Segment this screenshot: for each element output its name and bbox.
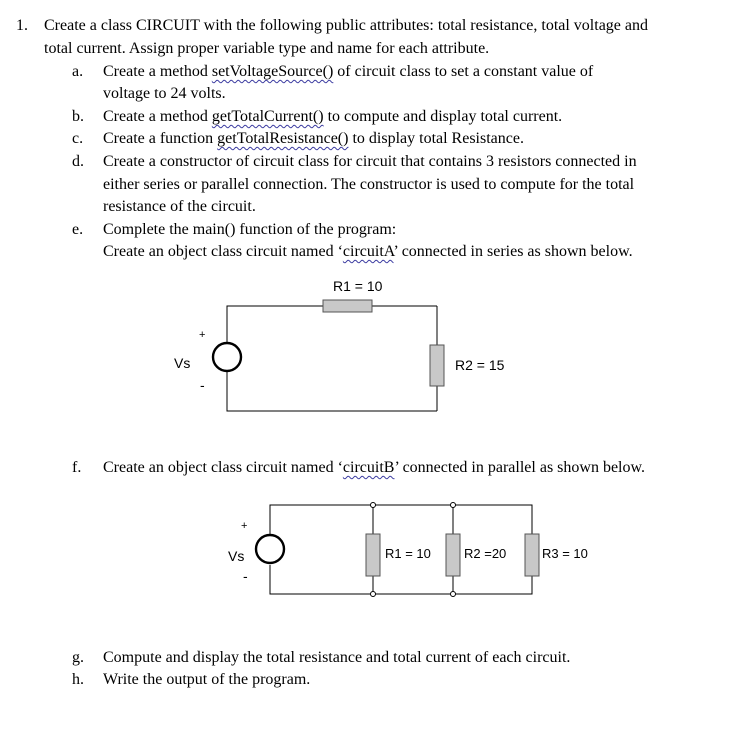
object-name-circuit-a: circuitA (342, 243, 394, 260)
circuit-b-wire-bottom (270, 565, 532, 594)
circuit-a-voltage-source (213, 343, 241, 371)
method-get-total-current: getTotalCurrent() (211, 108, 324, 125)
item-d-line2: either series or parallel connection. The constructor is used to compute for the total (103, 176, 635, 193)
circuit-b-node-top-1 (371, 503, 376, 508)
circuit-b-node-bottom-2 (451, 592, 456, 597)
item-d-marker: d. (72, 153, 84, 170)
circuit-b-node-top-2 (451, 503, 456, 508)
circuit-b-resistor-r2 (446, 534, 460, 576)
item-h-text: Write the output of the program. (103, 671, 311, 688)
item-c-marker: c. (72, 130, 84, 147)
method-get-total-resistance: getTotalResistance() (217, 130, 349, 147)
circuit-b-wire-top (270, 505, 532, 534)
item-e-marker: e. (72, 221, 84, 238)
item-f-text: Create an object class circuit named ‘circuitB’ connected in parallel as shown below. (103, 459, 646, 476)
circuit-b-r1-label: R1 = 10 (385, 546, 431, 561)
item-b-text: Create a method getTotalCurrent() to compute and display total current. (103, 108, 563, 125)
item-a-text: Create a method setVoltageSource() of circuit class to set a constant value of (103, 63, 594, 80)
circuit-b-vs-label: Vs (228, 548, 245, 564)
circuit-b-voltage-source (256, 535, 284, 563)
circuit-b-resistor-r3 (525, 534, 539, 576)
circuit-a-wire-top (227, 306, 323, 343)
circuit-b-node-bottom-1 (371, 592, 376, 597)
item-a-marker: a. (72, 63, 84, 80)
item-g-marker: g. (72, 649, 84, 666)
circuit-b-resistor-r1 (366, 534, 380, 576)
item-h-marker: h. (72, 671, 84, 688)
circuit-a-r1-label: R1 = 10 (333, 278, 383, 294)
item-b-marker: b. (72, 108, 84, 125)
circuit-a-r2-label: R2 = 15 (455, 357, 505, 373)
circuit-a-vs-label: Vs (174, 355, 191, 371)
circuit-a-resistor-r1 (323, 300, 372, 312)
item-f-marker: f. (72, 459, 82, 476)
item-d-line3: resistance of the circuit. (103, 198, 256, 215)
circuit-a-resistor-r2 (430, 345, 444, 386)
circuit-a-plus: + (199, 329, 206, 341)
method-set-voltage-source: setVoltageSource() (211, 63, 334, 80)
circuit-b-r3-label: R3 = 10 (542, 546, 588, 561)
circuit-a-wire-bottom (227, 371, 437, 411)
item-a-line2: voltage to 24 volts. (103, 85, 226, 102)
question-number: 1. (16, 17, 28, 34)
item-d-line1: Create a constructor of circuit class for circuit that contains 3 resistors connected in (103, 153, 637, 170)
question-intro-line2: total current. Assign proper variable type and name for each attribute. (44, 40, 490, 57)
item-c-text: Create a function getTotalResistance() to display total Resistance. (103, 130, 524, 147)
series-circuit-a (213, 300, 444, 411)
circuit-a-minus: - (200, 377, 205, 393)
item-e-line2: Create an object class circuit named ‘circuitA’ connected in series as shown below. (103, 243, 633, 260)
circuit-b-plus: + (241, 520, 248, 532)
question-intro-line1: Create a class CIRCUIT with the following public attributes: total resistance, total voltage and (44, 17, 648, 34)
item-e-line1: Complete the main() function of the program: (103, 221, 397, 238)
circuit-b-minus: - (243, 568, 248, 584)
item-g-text: Compute and display the total resistance and total current of each circuit. (103, 649, 571, 666)
object-name-circuit-b: circuitB (342, 459, 395, 476)
circuit-b-r2-label: R2 =20 (464, 546, 507, 561)
